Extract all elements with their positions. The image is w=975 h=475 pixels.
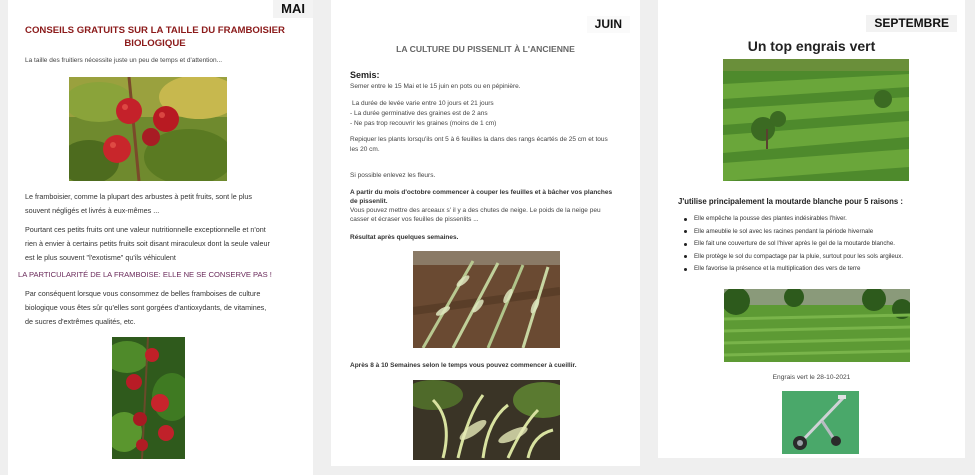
- month-label: MAI: [273, 0, 313, 18]
- raspberry-bush-photo: [69, 77, 227, 181]
- line-result: Résultat après quelques semaines.: [350, 234, 459, 241]
- page-june: [331, 0, 640, 466]
- page-title: LA CULTURE DU PISSENLIT À L'ANCIENNE: [396, 44, 575, 54]
- line-october-2: de pissenlit.: [350, 198, 388, 205]
- list-item: Elle protège le sol du compactage par la pluie, surtout pour les sols argileux.: [680, 251, 903, 264]
- list-item: Elle fait une couverture de sol l'hiver après le gel de la moutarde blanche.: [680, 238, 903, 251]
- dandelion-rows-photo: [413, 251, 560, 348]
- semis-heading: Semis:: [350, 70, 380, 80]
- reasons-list: [680, 213, 903, 276]
- paragraph-2-line-1: Pourtant ces petits fruits ont une valeur nutritionnelle exceptionnelle et n'ont: [25, 225, 266, 234]
- page-title: CONSEILS GRATUITS SUR LA TAILLE DU FRAMBOISIER BIOLOGIQUE: [25, 25, 285, 49]
- reasons-heading: J'utilise principalement la moutarde blanche pour 5 raisons :: [678, 197, 903, 206]
- line-sowing: Semer entre le 15 Mai et le 15 juin en pots ou en pépinière.: [350, 83, 521, 90]
- photo-caption: Engrais vert le 28-10-2021: [772, 374, 851, 381]
- page-september: [658, 0, 965, 458]
- mustard-field-photo: [724, 289, 910, 362]
- list-item: Elle empêche la pousse des plantes indésirables l'hiver.: [680, 213, 903, 226]
- paragraph-3-line-1: Par conséquent lorsque vous consommez de belles framboises de culture: [25, 289, 261, 298]
- paragraph-3-line-3: de sucres d'extrêmes qualités, etc.: [25, 317, 136, 326]
- page-title: Un top engrais vert: [747, 38, 876, 54]
- month-label: SEPTEMBRE: [866, 15, 957, 32]
- list-item: Elle ameublie le sol avec les racines pendant la période hivernale: [680, 226, 903, 239]
- line-transplant-1: Repiquer les plants lorsqu'ils ont 5 à 6 feuilles la dans des rangs écartés de 25 cm et tous: [350, 136, 608, 143]
- subheading: LA PARTICULARITÉ DE LA FRAMBOISE: ELLE NE SE CONSERVE PAS !: [18, 270, 272, 279]
- seeder-tool-photo: [782, 391, 859, 454]
- page-may: [8, 0, 313, 475]
- intro-text: La taille des fruitiers nécessite juste un peu de temps et d'attention...: [25, 57, 223, 64]
- line-flowers: Si possible enlevez les fleurs.: [350, 172, 436, 179]
- green-manure-field-photo: [723, 59, 909, 181]
- paragraph-2-line-3: est le plus souvent "l'exotisme" qu'ils véhiculent: [25, 253, 176, 262]
- month-label: JUIN: [587, 16, 630, 33]
- line-october-1: A partir du mois d'octobre commencer à couper les feuilles et à bâcher vos planches: [350, 189, 613, 196]
- line-harvest: Après 8 à 10 Semaines selon le temps vous pouvez commencer à cueillir.: [350, 362, 577, 369]
- paragraph-2-line-2: rien à envier à certains petits fruits soit disant miraculeux dont la seule valeur: [25, 239, 270, 248]
- list-item: Elle favorise la présence et la multiplication des vers de terre: [680, 263, 903, 276]
- raspberries-photo: [112, 337, 185, 459]
- paragraph-1-line-1: Le framboisier, comme la plupart des arbustes à petit fruits, sont le plus: [25, 192, 252, 201]
- dandelion-harvest-photo: [413, 380, 560, 460]
- line-cover: - Ne pas trop recouvrir les graines (moins de 1 cm): [350, 120, 497, 127]
- line-arches-2: casser et écraser vos feuilles de pissenlits ...: [350, 216, 479, 223]
- paragraph-3-line-2: biologique vous êtes sûr qu'elles sont gorgées d'antioxydants, de vitamines,: [25, 303, 267, 312]
- line-transplant-2: les 20 cm.: [350, 146, 380, 153]
- line-germination: La durée de levée varie entre 10 jours et 21 jours: [352, 100, 494, 107]
- line-seed-life: - La durée germinative des graines est de 2 ans: [350, 110, 488, 117]
- paragraph-1-line-2: souvent négligés et livrés à eux-mêmes ...: [25, 206, 160, 215]
- line-arches-1: Vous pouvez mettre des arceaux s' il y a des chutes de neige. Le poids de la neige peu: [350, 207, 601, 214]
